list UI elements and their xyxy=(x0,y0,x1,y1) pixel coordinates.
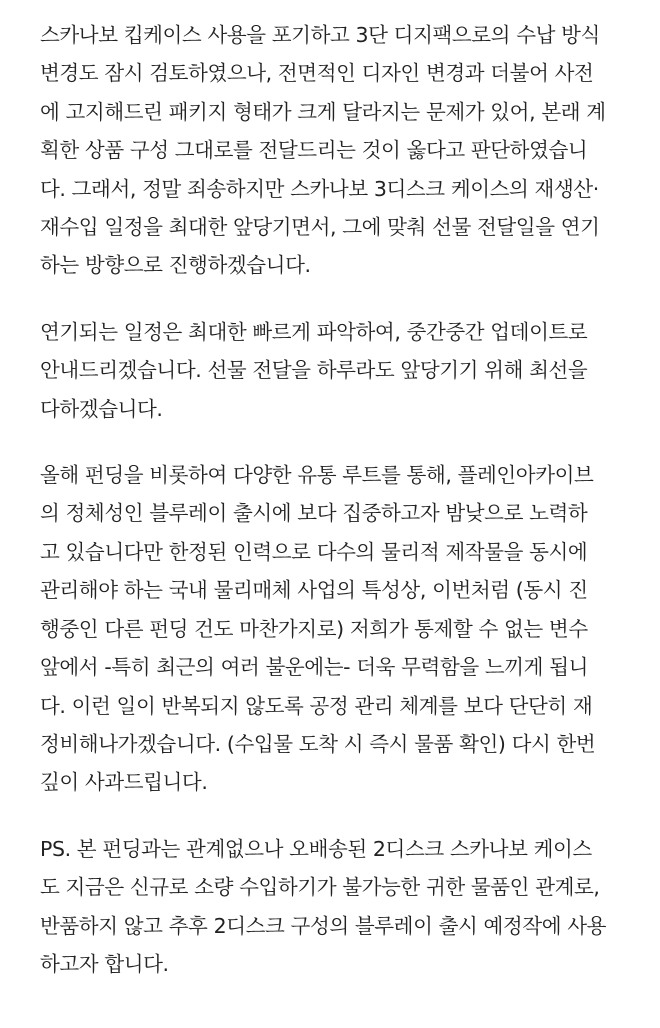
text-line: 재수입 일정을 최대한 앞당기면서, 그에 맞춰 선물 전달일을 연기 xyxy=(40,215,600,240)
text-line: 에 고지해드린 패키지 형태가 크게 달라지는 문제가 있어, 본래 계 xyxy=(40,99,606,124)
paragraph-postscript xyxy=(40,830,622,984)
text-line: 깊이 사과드립니다. xyxy=(40,770,208,795)
text-line: 도 지금은 신규로 소량 수입하기가 불가능한 귀한 물품인 관계로, xyxy=(40,875,600,900)
text-line: 변경도 잠시 검토하였으나, 전면적인 디자인 변경과 더불어 사전 xyxy=(40,61,594,86)
text-line: 관리해야 하는 국내 물리매체 사업의 특성상, 이번처럼 (동시 진 xyxy=(40,578,588,603)
text-line: 다하겠습니다. xyxy=(40,396,163,421)
paragraph-package-decision xyxy=(40,16,622,285)
text-line: 정비해나가겠습니다. (수입물 도착 시 즉시 물품 확인) 다시 한번 xyxy=(40,731,596,756)
text-line: 반품하지 않고 추후 2디스크 구성의 블루레이 출시 예정작에 사용 xyxy=(40,913,607,938)
text-line: 연기되는 일정은 최대한 빠르게 파악하여, 중간중간 업데이트로 xyxy=(40,319,588,344)
text-line: 고 있습니다만 한정된 인력으로 다수의 물리적 제작물을 동시에 xyxy=(40,539,588,564)
text-line: 획한 상품 구성 그대로를 전달드리는 것이 옳다고 판단하였습니 xyxy=(40,138,588,163)
text-line: PS. 본 펀딩과는 관계없으나 오배송된 2디스크 스카나보 케이스 xyxy=(40,836,592,861)
text-line: 행중인 다른 펀딩 건도 마찬가지로) 저희가 통제할 수 없는 변수 xyxy=(40,616,588,641)
text-line: 스카나보 킵케이스 사용을 포기하고 3단 디지팩으로의 수납 방식 xyxy=(40,23,600,47)
text-line: 다. 이런 일이 반복되지 않도록 공정 관리 체계를 보다 단단히 재 xyxy=(40,693,593,718)
text-line: 다. 그래서, 정말 죄송하지만 스카나보 3디스크 케이스의 재생산· xyxy=(40,176,599,201)
paragraph-apology xyxy=(40,456,622,802)
text-line: 의 정체성인 블루레이 출시에 보다 집중하고자 밤낮으로 노력하 xyxy=(40,501,588,526)
text-line: 앞에서 -특히 최근의 여러 불운에는- 더욱 무력함을 느끼게 됩니 xyxy=(40,655,588,680)
text-line: 올해 펀딩을 비롯하여 다양한 유통 루트를 통해, 플레인아카이브 xyxy=(40,463,594,488)
text-line: 안내드리겠습니다. 선물 전달을 하루라도 앞당기기 위해 최선을 xyxy=(40,358,588,383)
text-line: 하고자 합니다. xyxy=(40,951,169,976)
text-line: 하는 방향으로 진행하겠습니다. xyxy=(40,253,311,278)
paragraph-schedule-update xyxy=(40,313,622,428)
